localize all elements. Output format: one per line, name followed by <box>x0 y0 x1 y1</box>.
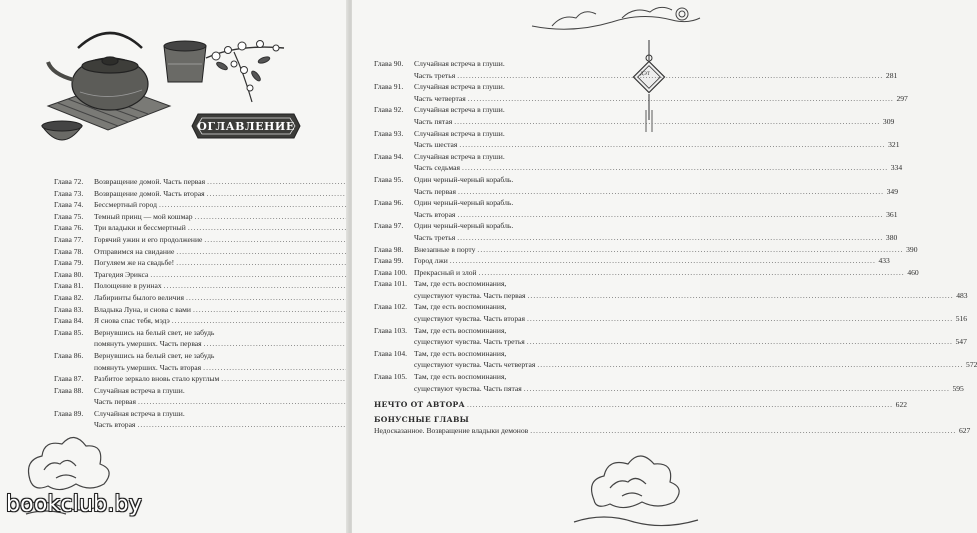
dot-leader <box>537 359 963 371</box>
seal-text: ДЭТ <box>640 72 650 77</box>
toc-entry <box>374 301 968 324</box>
toc-line <box>374 162 903 174</box>
toc-entry <box>374 325 967 348</box>
chapter-number: Глава 95. <box>374 174 404 184</box>
chapter-number: Глава 74. <box>54 200 84 210</box>
page-number: 297 <box>896 93 908 103</box>
toc-entry <box>374 81 908 104</box>
toc-line <box>374 255 890 267</box>
chapter-title: Вернувшись на белый свет, не забудь <box>94 350 215 360</box>
toc-heading: ОГЛАВЛЕНИЕ <box>197 119 295 133</box>
chapter-title: Трагедия Эрикса <box>94 269 149 279</box>
chapter-title: существуют чувства. Часть первая <box>414 290 526 300</box>
chapter-title: Случайная встреча в глуши. <box>414 128 505 138</box>
toc-entry <box>54 269 318 281</box>
bonus-heading: БОНУСНЫЕ ГЛАВЫ <box>374 414 470 424</box>
toc-left-column <box>54 176 318 431</box>
bonus-entry-title: Недосказанное. Возвращение владыки демонов <box>374 426 529 436</box>
toc-line <box>374 209 898 221</box>
chapter-title: существуют чувства. Часть третья <box>414 337 525 347</box>
chapter-number: Глава 88. <box>54 385 84 395</box>
toc-line <box>54 292 318 304</box>
toc-entry <box>374 174 899 197</box>
dot-leader <box>457 232 883 244</box>
toc-entry <box>374 197 898 220</box>
chapter-title: Прекрасный и злой <box>414 267 477 277</box>
toc-entry <box>374 128 900 151</box>
toc-line <box>374 301 644 313</box>
toc-entry <box>54 246 318 258</box>
chapter-title: Разбитое зеркало вновь стало круглым <box>94 374 220 384</box>
toc-line <box>374 116 895 128</box>
chapter-title: Часть четвертая <box>414 93 466 103</box>
toc-line <box>374 267 919 279</box>
toc-line <box>54 396 318 408</box>
chapter-number: Глава 89. <box>54 408 84 418</box>
chapter-title: Случайная встреча в глуши. <box>414 105 505 115</box>
small-cup-icon <box>42 121 82 140</box>
toc-entry <box>374 104 895 127</box>
toc-entry <box>374 255 890 267</box>
page-number: 572 <box>966 360 977 370</box>
chapter-title: Темный принц — мой кошмар <box>94 211 193 221</box>
toc-entry <box>54 350 318 373</box>
dot-leader <box>454 116 880 128</box>
chapter-title: Часть седьмая <box>414 163 461 173</box>
toc-entry <box>54 188 318 200</box>
toc-entry <box>54 199 318 211</box>
teapot-icon <box>48 33 148 110</box>
chapter-title: Я снова спас тебя, мэдэ <box>94 316 170 326</box>
chapter-title: Там, где есть воспоминания, <box>414 372 507 382</box>
toc-line <box>374 139 900 151</box>
toc-line <box>54 199 318 211</box>
toc-entry <box>54 327 318 350</box>
dot-leader <box>479 267 905 279</box>
chapter-number: Глава 85. <box>54 327 84 337</box>
toc-entry <box>54 222 318 234</box>
chapter-title: Горячий ужин и его продолжение <box>94 234 203 244</box>
chapter-title: Один черный-черный корабль. <box>414 221 514 231</box>
chapter-title: Вернувшись на белый свет, не забудь <box>94 327 215 337</box>
chapter-title: Часть пятая <box>414 116 453 126</box>
chapter-title: существуют чувства. Часть четвертая <box>414 360 536 370</box>
toc-line <box>54 211 318 223</box>
chapter-number: Глава 103. <box>374 325 408 335</box>
toc-entry <box>54 292 318 304</box>
page-number: 334 <box>890 163 903 173</box>
chapter-title: Город лжи <box>414 256 448 266</box>
toc-line <box>374 232 898 244</box>
toc-line <box>54 315 318 327</box>
chapter-title: Часть третья <box>414 232 456 242</box>
toc-line <box>374 371 644 383</box>
chapter-number: Глава 96. <box>374 198 404 208</box>
toc-line <box>374 278 644 290</box>
dot-leader <box>450 255 876 267</box>
toc-line <box>54 234 318 246</box>
toc-entry <box>54 385 318 408</box>
toc-line <box>54 408 318 420</box>
chapter-number: Глава 93. <box>374 128 404 138</box>
toc-entry <box>54 304 318 316</box>
dot-leader <box>459 139 885 151</box>
chapter-title: Случайная встреча в глуши. <box>414 59 505 68</box>
chapter-number: Глава 90. <box>374 59 404 68</box>
watermark-text: bookclub.by <box>6 492 142 517</box>
chapter-number: Глава 94. <box>374 151 404 161</box>
toc-line <box>54 327 318 339</box>
chapter-number: Глава 86. <box>54 350 84 360</box>
chapter-title: Лабиринты былого величия <box>94 292 185 302</box>
chapter-title: Там, где есть воспоминания, <box>414 348 507 358</box>
page-number: 627 <box>958 426 971 436</box>
toc-line <box>374 104 644 116</box>
page-number: 516 <box>955 314 968 324</box>
chapter-title: существуют чувства. Часть вторая <box>414 314 526 324</box>
toc-line <box>374 186 899 198</box>
chapter-number: Глава 100. <box>374 267 408 277</box>
toc-entry <box>374 244 918 256</box>
cup-icon <box>164 41 206 82</box>
toc-line <box>374 58 644 70</box>
dot-leader <box>528 290 954 302</box>
chapter-number: Глава 84. <box>54 316 84 326</box>
chapter-number: Глава 78. <box>54 246 84 256</box>
chapter-title: Один черный-черный корабль. <box>414 174 514 184</box>
chapter-title: Случайная встреча в глуши. <box>414 151 505 161</box>
toc-line <box>54 176 318 188</box>
chapter-number: Глава 72. <box>54 177 84 186</box>
toc-line <box>374 359 977 371</box>
chapter-number: Глава 80. <box>54 269 84 279</box>
page-number: 622 <box>895 400 908 410</box>
toc-entry <box>54 280 318 292</box>
author-note-label: НЕЧТО ОТ АВТОРА <box>374 400 465 410</box>
toc-entry <box>54 234 318 246</box>
toc-entry <box>374 348 977 371</box>
chapter-number: Глава 92. <box>374 105 404 115</box>
chapter-title: Там, где есть воспоминания, <box>414 279 507 289</box>
dot-leader <box>467 399 893 411</box>
page-number: 309 <box>882 116 895 126</box>
dot-leader <box>524 383 950 395</box>
chapter-number: Глава 97. <box>374 221 404 231</box>
chapter-title: Три владыки и бессмертный <box>94 223 186 233</box>
chapter-title: помянуть умерших. Часть первая <box>94 339 202 349</box>
left-page <box>0 0 350 533</box>
dot-leader <box>527 313 953 325</box>
chapter-title: Случайная встреча в глуши. <box>94 408 185 418</box>
toc-entry <box>54 176 318 188</box>
chapter-number: Глава 79. <box>54 258 84 268</box>
chapter-title: Возвращение домой. Часть вторая <box>94 188 205 198</box>
chapter-title: помянуть умерших. Часть вторая <box>94 362 202 372</box>
chapter-title: Полощение в руинах <box>94 281 162 291</box>
chapter-number: Глава 98. <box>374 244 404 254</box>
dot-leader <box>468 93 894 105</box>
toc-line <box>374 93 908 105</box>
dot-leader <box>527 336 953 348</box>
toc-line <box>374 348 644 360</box>
chapter-title: Погуляем же на свадьбе! <box>94 258 175 268</box>
page-number: 433 <box>878 256 890 266</box>
chapter-number: Глава 75. <box>54 211 84 221</box>
chapter-title: Один черный-черный корабль. <box>414 198 514 208</box>
toc-line <box>54 385 318 397</box>
chapter-number: Глава 101. <box>374 279 408 289</box>
toc-entry <box>54 257 318 269</box>
toc-line <box>54 362 318 374</box>
chapter-number: Глава 81. <box>54 281 84 291</box>
toc-line <box>374 325 644 337</box>
chapter-title: Случайная встреча в глуши. <box>94 385 185 395</box>
toc-line <box>374 220 644 232</box>
toc-line <box>54 188 318 200</box>
chapter-number: Глава 83. <box>54 304 84 314</box>
chapter-number: Глава 91. <box>374 82 404 92</box>
chapter-title: Часть шестая <box>414 140 458 150</box>
chapter-number: Глава 105. <box>374 372 408 382</box>
page-number: 390 <box>906 244 918 254</box>
chapter-title: Бессмертный город <box>94 200 157 210</box>
toc-entry <box>374 220 898 243</box>
toc-heading-banner <box>188 106 304 146</box>
toc-entry <box>54 315 318 327</box>
page-number: 281 <box>885 70 898 80</box>
dot-leader <box>462 162 888 174</box>
blossom-branch-icon <box>206 41 284 103</box>
chapter-title: Часть третья <box>414 70 456 80</box>
chapter-title: Часть вторая <box>414 209 456 219</box>
chapter-number: Глава 76. <box>54 223 84 233</box>
chapter-title: Случайная встреча в глуши. <box>414 82 505 92</box>
top-ornament-icon <box>532 0 700 40</box>
chapter-title: Владыка Луна, и снова с вами <box>94 304 191 314</box>
toc-line <box>374 290 968 302</box>
toc-entry <box>374 278 968 301</box>
chapter-number: Глава 104. <box>374 348 408 358</box>
toc-line <box>54 338 318 350</box>
teapot-illustration <box>38 14 298 174</box>
toc-line <box>54 373 318 385</box>
toc-entry <box>374 267 919 279</box>
toc-line <box>374 128 644 140</box>
toc-line <box>54 304 318 316</box>
toc-line <box>374 81 644 93</box>
chapter-title: Отправимся на свидание <box>94 246 175 256</box>
toc-line <box>374 383 964 395</box>
toc-line <box>374 197 644 209</box>
author-note-line <box>374 399 908 411</box>
chapter-title: существуют чувства. Часть пятая <box>414 383 522 393</box>
toc-line <box>374 313 968 325</box>
chapter-title: Часть первая <box>94 397 136 407</box>
chapter-title: Часть вторая <box>94 420 136 430</box>
chapter-number: Глава 77. <box>54 234 84 244</box>
toc-line <box>374 174 644 186</box>
toc-line <box>54 350 318 362</box>
right-page <box>352 0 977 533</box>
toc-entry <box>374 371 964 394</box>
chapter-number: Глава 102. <box>374 302 408 312</box>
page-number: 460 <box>907 267 919 277</box>
chapter-title: Там, где есть воспоминания, <box>414 302 507 312</box>
toc-entry <box>374 151 903 174</box>
toc-entry <box>54 373 318 385</box>
toc-line <box>54 280 318 292</box>
page-number: 321 <box>888 140 900 150</box>
chapter-title: Внезапные в порту <box>414 244 476 254</box>
chapter-number: Глава 82. <box>54 292 84 302</box>
cloud-ornament-right-icon <box>574 430 698 530</box>
page-number: 483 <box>956 290 968 300</box>
toc-line <box>374 244 918 256</box>
chapter-title: Часть первая <box>414 186 456 196</box>
dot-leader <box>457 70 883 82</box>
dot-leader <box>457 209 883 221</box>
chapter-number: Глава 87. <box>54 374 84 384</box>
chapter-title: Там, где есть воспоминания, <box>414 325 507 335</box>
dot-leader <box>458 186 884 198</box>
toc-line <box>54 246 318 258</box>
page-number: 595 <box>952 383 964 393</box>
toc-line <box>374 336 967 348</box>
page-number: 361 <box>886 209 898 219</box>
chapter-title: Возвращение домой. Часть первая <box>94 177 206 186</box>
chapter-number: Глава 73. <box>54 188 84 198</box>
toc-entry <box>54 211 318 223</box>
page-number: 349 <box>886 186 899 196</box>
dot-leader <box>477 244 903 256</box>
toc-line <box>54 257 318 269</box>
chapter-number: Глава 99. <box>374 256 404 266</box>
toc-line <box>54 269 318 281</box>
page-number: 380 <box>885 232 898 242</box>
page-number: 547 <box>955 337 967 347</box>
toc-line <box>54 222 318 234</box>
toc-line <box>374 151 644 163</box>
